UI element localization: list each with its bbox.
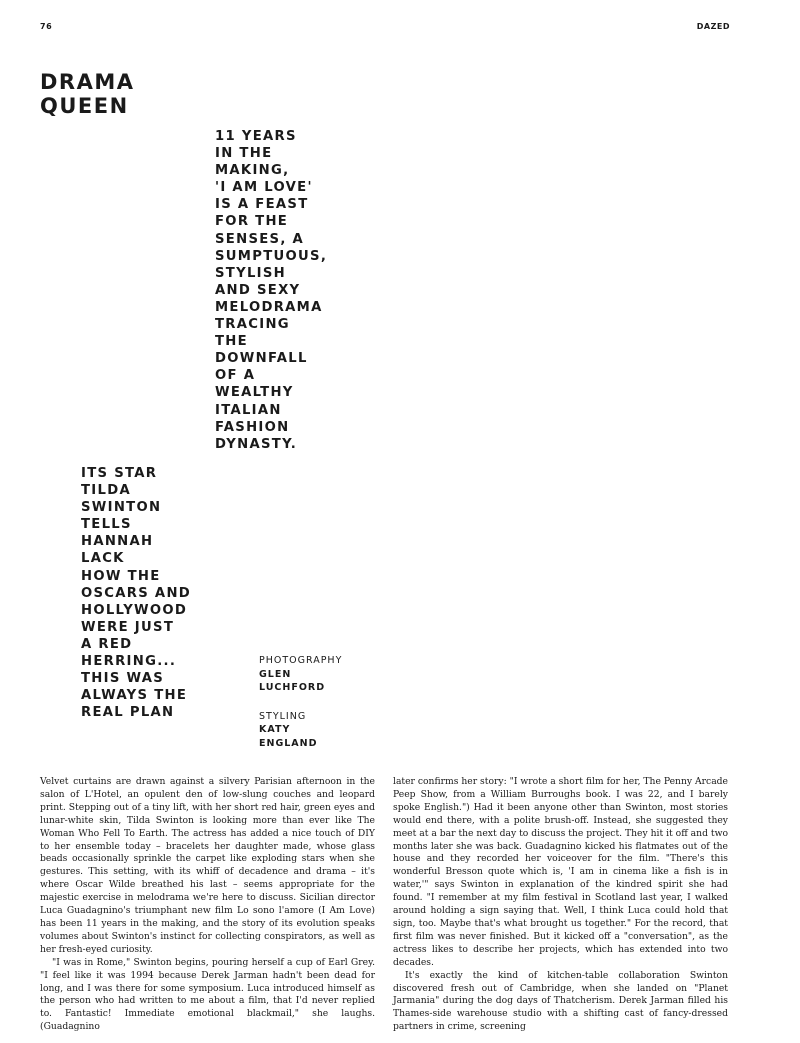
lede-line: ITS STAR	[81, 466, 158, 481]
body-paragraph: It's exactly the kind of kitchen-table collaboration Swinton discovered fresh out of Cambridge, when she landed on "Planet Jarmania" during the dog days of Thatcherism. Derek Jarman filled his Thames-side warehouse studio with a shifting cast of fancy-dressed partners in crime, screening	[393, 969, 728, 1033]
lede-line: OSCARS AND	[81, 585, 192, 601]
body-column-1	[40, 776, 375, 1034]
standfirst-line: WEALTHY	[215, 385, 294, 401]
standfirst-line: 11 YEARS	[215, 129, 297, 144]
standfirst-line: FASHION	[215, 419, 290, 435]
photography-credit	[259, 654, 342, 695]
body-paragraph: Velvet curtains are drawn against a silvery Parisian afternoon in the salon of L'Hotel, an opulent den of low-slung couches and leopard print. Stepping out of a tiny lift, with her short red hair, green eyes and lunar-white skin, Tilda Swinton is looking more than ever like The Woman Who Fell To Earth. The actress has added a nice touch of DIY to her ensemble today – bracelets her daughter made, whose glass beads occasionally sprinkle the carpet like exploding stars when she gestures. This setting, with its whiff of decadence and drama – it's where Oscar Wilde breathed his last – seems appropriate for the majestic exercise in melodrama we're here to discuss. Sicilian director Luca Guadagnino's triumphant new film Lo sono l'amore (I Am Love) has been 11 years in the making, and the story of its evolution speaks volumes about Swinton's instinct for collecting conspirators, as well as her fresh-eyed curiosity.	[40, 776, 375, 955]
standfirst-line: ITALIAN	[215, 402, 282, 418]
lede-line: LACK	[81, 551, 125, 567]
article-title	[40, 70, 135, 118]
body-paragraph: later confirms her story: "I wrote a short film for her, The Penny Arcade Peep Show, from a William Burroughs book. I was 22, and I barely spoke English.") Had it been anyone other than Swinton, most stories would end there, with a polite brush-off. Instead, she suggested they meet at a bar the next day to discuss the project. They hit it off and two months later she was back. Guadagnino kicked his flatmates out of the house and they recorded her voiceover for the film. "There's this wonderful Bresson quote which is, 'I am in cinema like a fish is in water,'" says Swinton in explanation of the kindred spirit she had found. "I remember at my film festival in Scotland last year, I walked around holding a sign saying that. Well, I think Luca could hold that sign, too. Maybe that's what brought us together." For the record, that first film was never finished. But it kicked off a "conversation", as the actress likes to describe her projects, which has extended into two decades.	[393, 776, 728, 968]
lede-line: TILDA	[81, 483, 131, 499]
photography-label: PHOTOGRAPHY	[259, 655, 343, 666]
body-paragraph: "I was in Rome," Swinton begins, pouring herself a cup of Earl Grey. "I feel like it was 1994 because Derek Jarman hadn't been dead for long, and I was there for some symposium. Luca introduced himself as the person who had written to me about a film, that I'd never replied to. Fantastic! Immediate emotional blackmail," she laughs. (Guadagnino	[40, 956, 375, 1033]
standfirst-line: STYLISH	[215, 265, 286, 281]
page-number: 76	[40, 22, 53, 31]
lede-line: HOW THE	[81, 568, 161, 584]
photographer-name: GLEN	[259, 668, 292, 680]
title-line: QUEEN	[40, 94, 129, 118]
lede-line: THIS WAS	[81, 671, 165, 687]
lede-line: HOLLYWOOD	[81, 602, 188, 618]
stylist-name: KATY	[259, 724, 291, 735]
lede-line: WERE JUST	[81, 619, 175, 635]
lede-line: A RED	[81, 636, 133, 652]
standfirst-line: DYNASTY.	[215, 436, 298, 452]
standfirst-line: THE	[215, 334, 248, 350]
standfirst-line: MELODRAMA	[215, 299, 323, 315]
standfirst-line: 'I AM LOVE'	[215, 180, 313, 196]
lede-line: ALWAYS THE	[81, 688, 188, 704]
standfirst-line: SUMPTUOUS,	[215, 248, 328, 264]
lede	[81, 465, 191, 721]
lede-line: REAL PLAN	[81, 705, 175, 721]
lede-line: TELLS	[81, 517, 132, 533]
photographer-name: LUCHFORD	[259, 682, 326, 693]
standfirst-line: AND SEXY	[215, 282, 301, 298]
lede-line: HERRING...	[81, 654, 177, 670]
stylist-name: ENGLAND	[259, 737, 318, 749]
standfirst-line: OF A	[215, 368, 256, 384]
title-line: DRAMA	[40, 70, 135, 94]
standfirst-line: MAKING,	[215, 163, 290, 179]
standfirst-line: IN THE	[215, 146, 273, 162]
lede-line: HANNAH	[81, 534, 154, 550]
styling-label: STYLING	[259, 710, 307, 722]
standfirst-line: DOWNFALL	[215, 351, 308, 367]
standfirst	[215, 128, 327, 453]
body-column-2	[393, 776, 728, 1034]
masthead-logo: DAZED	[696, 22, 730, 31]
standfirst-line: TRACING	[215, 317, 290, 333]
credits	[259, 654, 342, 750]
lede-line: SWINTON	[81, 500, 162, 516]
standfirst-line: SENSES, A	[215, 231, 305, 247]
standfirst-line: IS A FEAST	[215, 197, 309, 213]
standfirst-line: FOR THE	[215, 214, 289, 230]
styling-credit	[259, 710, 342, 751]
